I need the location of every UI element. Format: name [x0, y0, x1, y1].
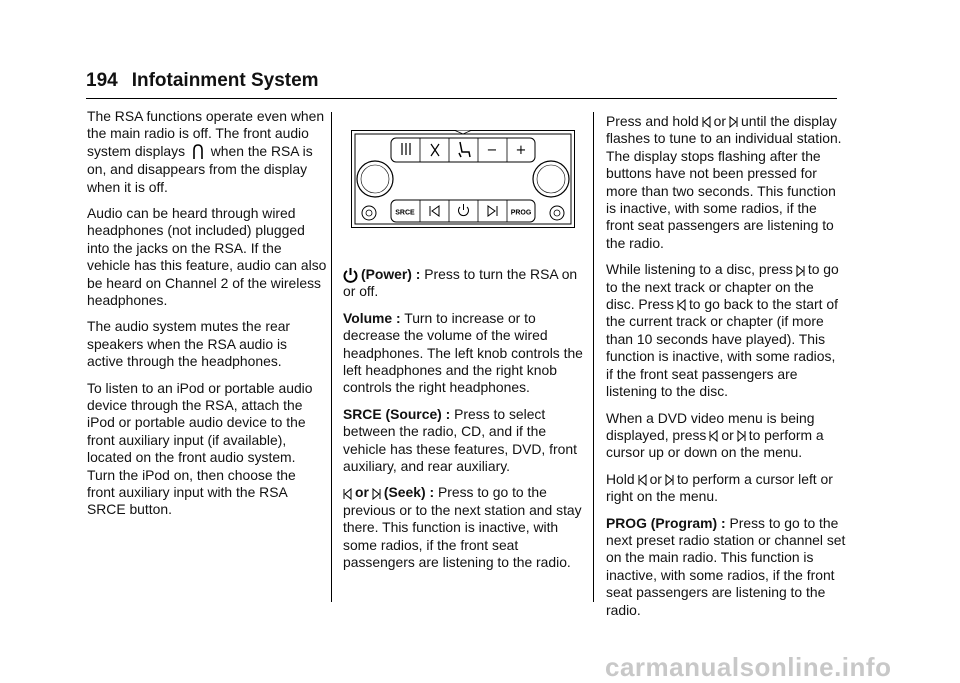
- minus-label: −: [486, 143, 498, 158]
- paragraph: [606, 261, 846, 400]
- seek-forward-icon: [729, 116, 738, 128]
- paragraph: [606, 410, 846, 462]
- text: to perform a cursor left or right on the menu.: [606, 470, 833, 505]
- paragraph: To listen to an iPod or portable audio device through the RSA, attach the iPod or portable audio device to the front auxiliary input (if available), located on the front audio system. Turn the iPod on, then choose the front auxiliary input with the RSA SRCE button.: [87, 379, 313, 518]
- seek-forward-icon: [796, 265, 805, 277]
- right-volume-knob: [533, 161, 569, 197]
- seek-back-icon: [702, 116, 711, 128]
- text: until the display flashes to tune to an individual station. The display stops flashing after the buttons have not been pressed for more than two seconds. This function is inactive, with some radios, if the front seat passengers are listening to the radio.: [606, 113, 842, 251]
- column-divider-2: [593, 112, 594, 602]
- seek-forward-icon: [372, 488, 381, 500]
- text: or: [721, 426, 734, 443]
- term: (Power) :: [361, 266, 421, 282]
- srce-entry: [343, 406, 583, 476]
- paragraph: [606, 113, 846, 252]
- seek-forward-icon: [737, 430, 746, 442]
- text: Press to turn the RSA on or off.: [343, 266, 578, 300]
- power-entry: [343, 266, 583, 301]
- column-divider-1: [331, 112, 332, 602]
- text: Press to go to the next preset radio station or channel set on the main radio. This function is inactive, with some radios, if the front seat passengers are listening to the radio.: [606, 514, 846, 618]
- column-1: [87, 108, 327, 528]
- prog-button-label: PROG: [510, 209, 532, 217]
- text: to go to the next track or chapter on the disc. Press: [606, 261, 839, 313]
- text: when the RSA is on, and disappears from the display when it is off.: [87, 142, 313, 195]
- paragraph: [606, 471, 846, 506]
- text: The RSA functions operate even when the main radio is off. The front audio system displays: [87, 108, 325, 159]
- text: Hold: [606, 470, 635, 487]
- seek-back-icon: [343, 488, 352, 500]
- text: Press and hold: [606, 113, 699, 129]
- text: to go back to the start of the current track or chapter (if more than 10 seconds have played). This function is inactive, with some radios, if the front seat passengers are listening to the disc.: [606, 296, 838, 400]
- right-headphone-jack: [550, 206, 564, 220]
- headphone-status-icon: [192, 143, 204, 161]
- header-rule: [86, 98, 837, 99]
- text: or: [713, 113, 727, 129]
- power-icon: [343, 267, 358, 283]
- column-2: [343, 266, 583, 581]
- text: When a DVD video menu is being displayed, press: [606, 409, 815, 443]
- paragraph: [87, 108, 327, 196]
- watermark: carmanualsonline.info: [605, 652, 892, 682]
- section-title: Infotainment System: [131, 70, 319, 91]
- term: Volume :: [343, 309, 401, 326]
- seek-entry: [343, 484, 583, 571]
- term: (Seek) :: [383, 484, 435, 501]
- text: While listening to a disc, press: [606, 261, 793, 278]
- seek-back-icon: [677, 299, 686, 311]
- volume-entry: [343, 310, 583, 397]
- term: PROG (Program) :: [606, 514, 726, 531]
- srce-button-label: SRCE: [395, 209, 415, 217]
- paragraph: Audio can be heard through wired headphones (not included) plugged into the jacks on the RSA. If the vehicle has this feature, audio can also be heard on Channel 2 of the wireless headphones.: [87, 204, 327, 308]
- seek-back-icon: [709, 430, 718, 442]
- seek-back-icon: [638, 474, 647, 486]
- left-headphone-jack: [362, 206, 376, 220]
- rsa-panel-illustration: [351, 130, 575, 228]
- prog-entry: [606, 515, 846, 619]
- plus-label: +: [515, 143, 527, 158]
- page-header: [86, 70, 319, 92]
- text: or: [649, 470, 662, 487]
- term: SRCE (Source) :: [343, 405, 451, 422]
- text: Press to go to the previous or to the next station and stay there. This function is inactive, with some radios, if the front seat passengers are listening to the radio.: [343, 484, 582, 571]
- paragraph: The audio system mutes the rear speakers when the RSA audio is active through the headphones.: [87, 318, 291, 370]
- page-number: 194: [86, 70, 118, 91]
- text: Press to select between the radio, CD, and if the vehicle has these features, DVD, front auxiliary, and rear auxiliary.: [343, 405, 577, 475]
- column-3: [606, 113, 846, 628]
- text: to perform a cursor up or down on the menu.: [606, 426, 824, 461]
- seek-forward-icon: [665, 474, 674, 486]
- text: or: [355, 484, 369, 501]
- left-volume-knob: [357, 161, 393, 197]
- text: Turn to increase or to decrease the volume of the wired headphones. The left knob controls the left headphones and the right knob controls the right headphones.: [343, 309, 583, 396]
